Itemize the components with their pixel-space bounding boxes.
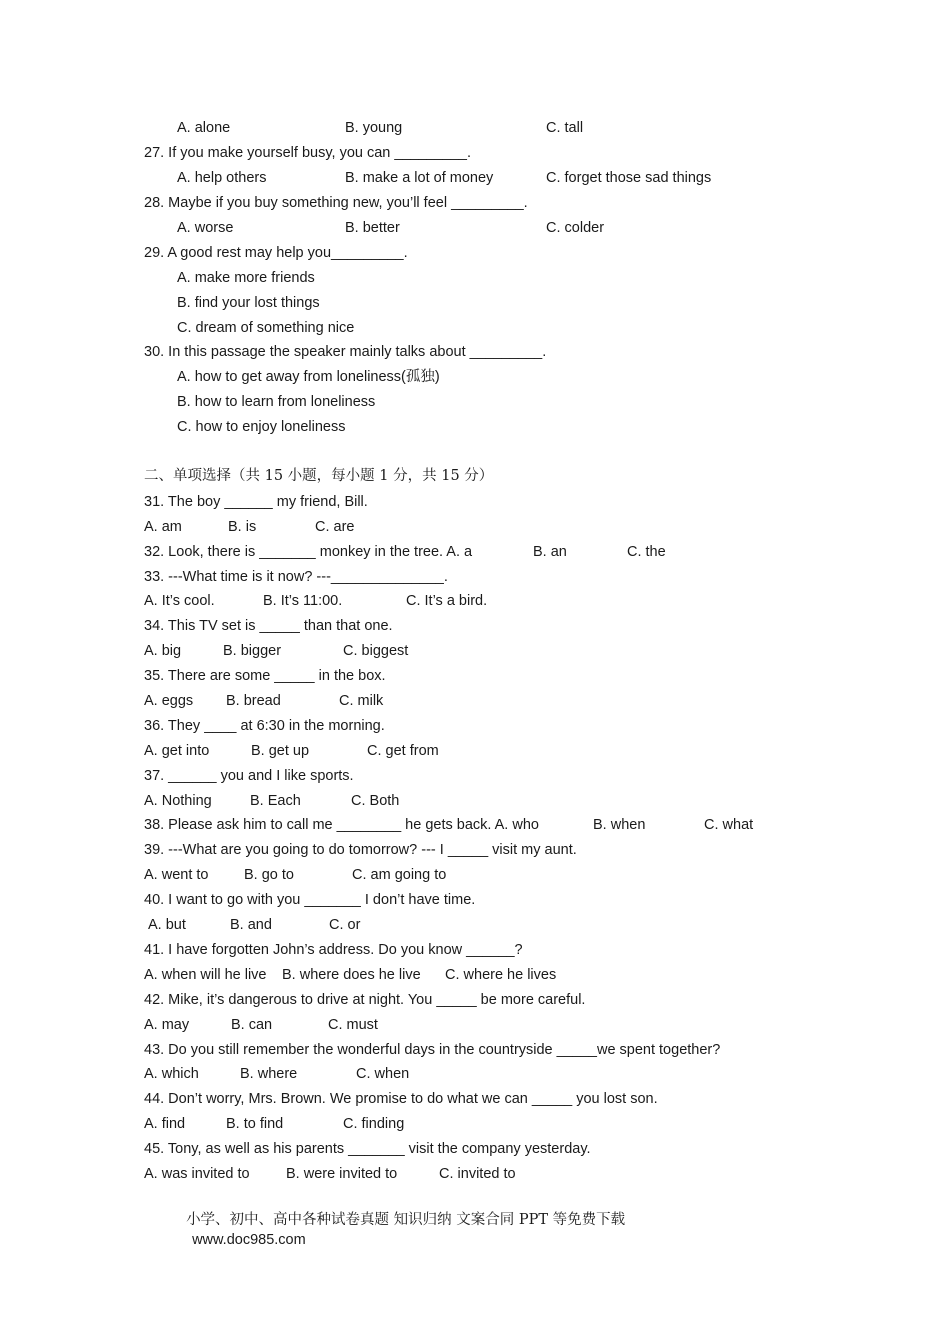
- q40-stem: 40. I want to go with you _______ I don’t have time.: [144, 892, 476, 908]
- q36-option-b: B. get up: [251, 743, 310, 759]
- q35-option-a: A. eggs: [144, 693, 194, 709]
- q45-option-a: A. was invited to: [144, 1166, 250, 1182]
- q44-stem: 44. Don’t worry, Mrs. Brown. We promise to do what we can _____ you lost son.: [144, 1091, 658, 1107]
- q40-option-b: B. and: [230, 917, 272, 933]
- q45-stem: 45. Tony, as well as his parents _______ visit the company yesterday.: [144, 1141, 591, 1157]
- q34-option-a: A. big: [144, 643, 182, 659]
- q45-option-c: C. invited to: [439, 1166, 516, 1182]
- q45-option-b: B. were invited to: [286, 1166, 398, 1182]
- q44-option-c: C. finding: [343, 1116, 405, 1132]
- q40-option-a: A. but: [148, 917, 186, 933]
- q28-option-a: A. worse: [177, 220, 234, 236]
- q36-option-c: C. get from: [367, 743, 439, 759]
- q39-option-b: B. go to: [244, 867, 294, 883]
- q36-stem: 36. They ____ at 6:30 in the morning.: [144, 718, 385, 734]
- q43-option-c: C. when: [356, 1066, 410, 1082]
- q31-option-c: C. are: [315, 519, 355, 535]
- page-footer: [178, 1190, 625, 1250]
- q41-option-c: C. where he lives: [445, 967, 557, 983]
- q26-option-a: A. alone: [177, 120, 231, 136]
- q33-option-c: C. It’s a bird.: [406, 593, 488, 609]
- q37-stem: 37. ______ you and I like sports.: [144, 768, 354, 784]
- q36-option-a: A. get into: [144, 743, 210, 759]
- q34-option-b: B. bigger: [223, 643, 282, 659]
- q32-stem: 32. Look, there is _______ monkey in the tree. A. a: [144, 544, 473, 560]
- q29-option-a: A. make more friends: [177, 270, 315, 286]
- q39-stem: 39. ---What are you going to do tomorrow? --- I _____ visit my aunt.: [144, 842, 577, 858]
- section-heading: 二、单项选择（共 15 小题，每小题 1 分，共 15 分）: [144, 468, 494, 484]
- q26-option-b: B. young: [345, 120, 403, 136]
- q37-option-b: B. Each: [250, 793, 301, 809]
- q29-option-c: C. dream of something nice: [177, 320, 355, 336]
- q37-option-c: C. Both: [351, 793, 400, 809]
- q35-option-b: B. bread: [226, 693, 281, 709]
- q44-option-a: A. find: [144, 1116, 186, 1132]
- q41-option-b: B. where does he live: [282, 967, 421, 983]
- q41-stem: 41. I have forgotten John’s address. Do you know ______?: [144, 942, 523, 958]
- q39-option-a: A. went to: [144, 867, 209, 883]
- q30-option-c: C. how to enjoy loneliness: [177, 419, 346, 435]
- q31-stem: 31. The boy ______ my friend, Bill.: [144, 494, 368, 510]
- q41-option-a: A. when will he live: [144, 967, 267, 983]
- q42-option-a: A. may: [144, 1017, 190, 1033]
- q32-option-b: B. an: [533, 544, 567, 560]
- q35-option-c: C. milk: [339, 693, 384, 709]
- q34-option-c: C. biggest: [343, 643, 409, 659]
- q27-option-c: C. forget those sad things: [546, 170, 712, 186]
- q27-option-b: B. make a lot of money: [345, 170, 494, 186]
- q33-option-b: B. It’s 11:00.: [263, 593, 343, 609]
- q28-option-b: B. better: [345, 220, 400, 236]
- q39-option-c: C. am going to: [352, 867, 447, 883]
- q28-option-c: C. colder: [546, 220, 605, 236]
- q31-option-a: A. am: [144, 519, 182, 535]
- q42-option-c: C. must: [328, 1017, 378, 1033]
- q27-option-a: A. help others: [177, 170, 267, 186]
- footer-url[interactable]: www.doc985.com: [192, 1232, 306, 1248]
- q44-option-b: B. to find: [226, 1116, 284, 1132]
- q38-stem: 38. Please ask him to call me ________ he gets back. A. who: [144, 817, 539, 833]
- q34-stem: 34. This TV set is _____ than that one.: [144, 618, 393, 634]
- q27-stem: 27. If you make yourself busy, you can _________.: [144, 145, 471, 161]
- q32-option-c: C. the: [627, 544, 666, 560]
- q29-stem: 29. A good rest may help you_________.: [144, 245, 408, 261]
- q30-option-b: B. how to learn from loneliness: [177, 394, 376, 410]
- q43-stem: 43. Do you still remember the wonderful days in the countryside _____we spent together?: [144, 1042, 721, 1058]
- q42-option-b: B. can: [231, 1017, 273, 1033]
- q31-option-b: B. is: [228, 519, 257, 535]
- q30-stem: 30. In this passage the speaker mainly talks about _________.: [144, 344, 547, 360]
- q33-stem: 33. ---What time is it now? ---______________.: [144, 569, 448, 585]
- q43-option-a: A. which: [144, 1066, 199, 1082]
- q35-stem: 35. There are some _____ in the box.: [144, 668, 386, 684]
- q38-option-c: C. what: [704, 817, 754, 833]
- q42-stem: 42. Mike, it’s dangerous to drive at night. You _____ be more careful.: [144, 992, 586, 1008]
- q28-stem: 28. Maybe if you buy something new, you’ll feel _________.: [144, 195, 528, 211]
- q29-option-b: B. find your lost things: [177, 295, 320, 311]
- q38-option-b: B. when: [593, 817, 646, 833]
- q33-option-a: A. It’s cool.: [144, 593, 215, 609]
- q43-option-b: B. where: [240, 1066, 298, 1082]
- q37-option-a: A. Nothing: [144, 793, 212, 809]
- footer-text: 小学、初中、高中各种试卷真题 知识归纳 文案合同 PPT 等免费下载: [186, 1212, 626, 1228]
- q30-option-a: A. how to get away from loneliness(孤独): [177, 369, 440, 385]
- q26-option-c: C. tall: [546, 120, 584, 136]
- q40-option-c: C. or: [329, 917, 361, 933]
